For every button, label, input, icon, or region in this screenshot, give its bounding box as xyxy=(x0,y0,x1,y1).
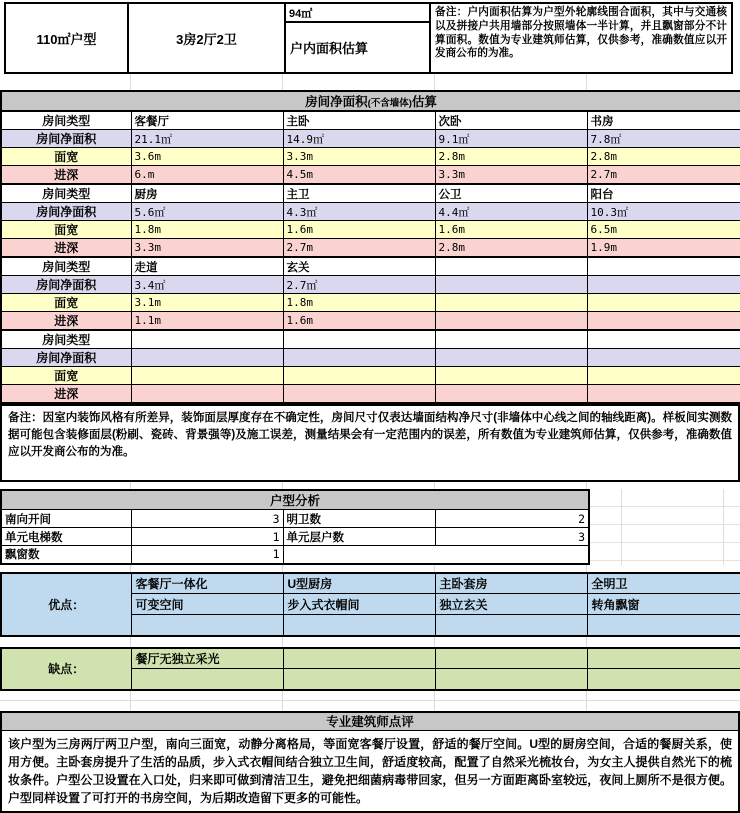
depth-cell: 2.7m xyxy=(587,166,740,185)
analysis-label: 飘窗数 xyxy=(1,546,131,564)
width-cell xyxy=(587,294,740,312)
row-label: 面宽 xyxy=(1,148,131,166)
depth-cell xyxy=(435,312,587,331)
area-cell xyxy=(131,349,283,367)
row-label: 房间净面积 xyxy=(1,349,131,367)
area-cell xyxy=(587,349,740,367)
cons-item xyxy=(587,648,740,669)
room-type-cell xyxy=(283,330,435,349)
row-label: 房间类型 xyxy=(1,111,131,130)
measurement-note: 备注：因室内装饰风格有所差异，装饰面层厚度存在不确定性，房间尺寸仅表达墙面结构净尺寸(非墙体中心线之间的轴线距离)。样板间实测数据可能包含装修面层(粉刷、瓷砖、背景强等)及施工误差，测量结果会有一定范围内的误差，所有数值为专业建筑师估算，仅供参考，准确数值应以开发商公布的为准。 xyxy=(0,404,740,482)
width-cell xyxy=(435,294,587,312)
pros-item: 步入式衣帽间 xyxy=(283,594,435,615)
depth-cell: 2.7m xyxy=(283,239,435,258)
width-cell xyxy=(283,367,435,385)
analysis-row xyxy=(1,510,589,528)
room-type-cell: 阳台 xyxy=(587,184,740,203)
pros-item xyxy=(587,615,740,636)
room-type-cell xyxy=(131,330,283,349)
review-title: 专业建筑师点评 xyxy=(2,713,738,731)
analysis-value: 3 xyxy=(435,528,589,546)
layout-analysis-table xyxy=(0,489,590,565)
unit-size-text: 110㎡户型 xyxy=(37,29,97,48)
table-title-row xyxy=(1,91,740,111)
depth-cell xyxy=(283,385,435,404)
depth-cell: 1.6m xyxy=(283,312,435,331)
cons-item xyxy=(587,669,740,690)
cons-item xyxy=(283,648,435,669)
row-label: 房间类型 xyxy=(1,257,131,276)
cons-item: 餐厅无独立采光 xyxy=(131,648,283,669)
room-type-cell xyxy=(435,257,587,276)
room-type-cell: 主卫 xyxy=(283,184,435,203)
width-cell: 6.5m xyxy=(587,221,740,239)
gridline-gap xyxy=(0,74,740,90)
depth-cell xyxy=(131,385,283,404)
room-type-cell xyxy=(435,330,587,349)
room-depth-row xyxy=(1,385,740,404)
room-type-cell: 走道 xyxy=(131,257,283,276)
table-title xyxy=(1,91,740,111)
room-area-row xyxy=(1,130,740,148)
row-label: 进深 xyxy=(1,385,131,404)
width-cell: 1.8m xyxy=(131,221,283,239)
room-area-row xyxy=(1,203,740,221)
room-area-row xyxy=(1,276,740,294)
depth-cell: 4.5m xyxy=(283,166,435,185)
title-small: (不含墙体) xyxy=(368,98,412,109)
room-depth-row xyxy=(1,312,740,331)
cons-table xyxy=(0,647,740,691)
room-area-table xyxy=(0,90,740,404)
room-type-row xyxy=(1,111,740,130)
gridline-gap xyxy=(0,637,740,647)
analysis-title: 户型分析 xyxy=(1,490,589,510)
analysis-label: 明卫数 xyxy=(283,510,435,528)
title-tail: 估算 xyxy=(412,95,437,109)
width-cell xyxy=(435,367,587,385)
room-type-cell: 主卧 xyxy=(283,111,435,130)
area-cell: 2.7㎡ xyxy=(283,276,435,294)
cons-label: 缺点： xyxy=(1,648,131,690)
room-type-cell xyxy=(587,257,740,276)
pros-item: 可变空间 xyxy=(131,594,283,615)
analysis-label: 单元层户数 xyxy=(283,528,435,546)
width-cell: 3.3m xyxy=(283,148,435,166)
area-cell: 14.9㎡ xyxy=(283,130,435,148)
room-width-row xyxy=(1,294,740,312)
room-width-row xyxy=(1,148,740,166)
depth-cell xyxy=(587,312,740,331)
unit-layout-cell xyxy=(127,2,286,74)
room-type-cell: 客餐厅 xyxy=(131,111,283,130)
pros-item: 客餐厅一体化 xyxy=(131,573,283,594)
cons-item xyxy=(131,669,283,690)
row-label: 房间净面积 xyxy=(1,130,131,148)
title-main: 房间净面积 xyxy=(305,95,368,109)
area-cell: 9.1㎡ xyxy=(435,130,587,148)
pros-item: 全明卫 xyxy=(587,573,740,594)
area-cell: 21.1㎡ xyxy=(131,130,283,148)
area-cell: 7.8㎡ xyxy=(587,130,740,148)
top-header xyxy=(4,2,735,74)
room-width-row xyxy=(1,221,740,239)
depth-cell xyxy=(587,385,740,404)
width-cell xyxy=(131,367,283,385)
analysis-title-row xyxy=(1,490,589,510)
row-label: 面宽 xyxy=(1,221,131,239)
room-type-row xyxy=(1,257,740,276)
width-cell: 3.1m xyxy=(131,294,283,312)
empty-cell xyxy=(435,546,589,564)
gridline-gap xyxy=(0,565,740,572)
row-label: 面宽 xyxy=(1,294,131,312)
pros-item: 主卧套房 xyxy=(435,573,587,594)
depth-cell: 1.1m xyxy=(131,312,283,331)
gridline-spacer xyxy=(590,489,740,565)
row-label: 进深 xyxy=(1,312,131,331)
area-estimate-cell xyxy=(284,2,431,74)
row-label: 房间净面积 xyxy=(1,203,131,221)
room-type-row xyxy=(1,184,740,203)
cons-item xyxy=(283,669,435,690)
area-cell: 5.6㎡ xyxy=(131,203,283,221)
unit-size-cell xyxy=(4,2,129,74)
pros-item xyxy=(435,615,587,636)
row-label: 面宽 xyxy=(1,367,131,385)
analysis-label: 单元电梯数 xyxy=(1,528,131,546)
pros-item xyxy=(283,615,435,636)
gridline-gap xyxy=(0,691,740,711)
room-depth-row xyxy=(1,166,740,185)
area-cell: 10.3㎡ xyxy=(587,203,740,221)
empty-cell xyxy=(283,546,435,564)
unit-layout-text: 3房2厅2卫 xyxy=(176,29,237,48)
area-cell: 4.4㎡ xyxy=(435,203,587,221)
analysis-row xyxy=(1,546,589,564)
cons-row xyxy=(1,648,740,669)
row-label: 进深 xyxy=(1,166,131,185)
depth-cell: 3.3m xyxy=(435,166,587,185)
width-cell: 1.6m xyxy=(283,221,435,239)
row-label: 进深 xyxy=(1,239,131,258)
pros-table xyxy=(0,572,740,637)
analysis-value: 2 xyxy=(435,510,589,528)
area-label: 户内面积估算 xyxy=(286,23,429,72)
depth-cell xyxy=(435,385,587,404)
area-cell: 3.4㎡ xyxy=(131,276,283,294)
depth-cell: 2.8m xyxy=(435,239,587,258)
room-type-cell: 厨房 xyxy=(131,184,283,203)
review-body: 该户型为三房两厅两卫户型，南向三面宽，动静分离格局，等面宽客餐厅设置，舒适的餐厅空间。U型的厨房空间，合适的餐厨关系，使用方便。主卧套房提升了生活的品质，步入式衣帽间结合独立卫生间，舒适度较高，配置了自然采光梳妆台，为女主人提供自然光下的梳妆条件。户型公卫设置在入口处，归来即可做到清洁卫生，避免把细菌病毒带回家，但另一方面距离卧室较远，夜间上厕所不是很方便。户型同样设置了可打开的书房空间，为后期改造留下更多的可能性。 xyxy=(2,731,738,812)
area-cell: 4.3㎡ xyxy=(283,203,435,221)
pros-item: 转角飘窗 xyxy=(587,594,740,615)
analysis-label: 南向开间 xyxy=(1,510,131,528)
area-value: 94㎡ xyxy=(286,4,429,23)
pros-item: 独立玄关 xyxy=(435,594,587,615)
room-area-row xyxy=(1,349,740,367)
cons-item xyxy=(435,648,587,669)
room-type-row xyxy=(1,330,740,349)
pros-item xyxy=(131,615,283,636)
analysis-row xyxy=(1,528,589,546)
room-type-cell: 玄关 xyxy=(283,257,435,276)
room-depth-row xyxy=(1,239,740,258)
analysis-value: 1 xyxy=(131,528,283,546)
room-width-row xyxy=(1,367,740,385)
gridline-gap xyxy=(0,482,740,489)
row-label: 房间净面积 xyxy=(1,276,131,294)
header-note: 备注：户内面积估算为户型外轮廓线围合面积，其中与交通核以及拼接户共用墙部分按照墙体一半计算，并且飘窗部分不计算面积。数值为专业建筑师估算，仅供参考，准确数值应以开发商公布的为准。 xyxy=(429,2,733,74)
room-type-cell: 次卧 xyxy=(435,111,587,130)
width-cell xyxy=(587,367,740,385)
row-label: 房间类型 xyxy=(1,330,131,349)
depth-cell: 3.3m xyxy=(131,239,283,258)
analysis-value: 3 xyxy=(131,510,283,528)
review-section xyxy=(0,711,740,813)
row-label: 房间类型 xyxy=(1,184,131,203)
room-type-cell: 公卫 xyxy=(435,184,587,203)
width-cell: 3.6m xyxy=(131,148,283,166)
area-cell xyxy=(435,349,587,367)
room-type-cell: 书房 xyxy=(587,111,740,130)
analysis-value: 1 xyxy=(131,546,283,564)
width-cell: 1.8m xyxy=(283,294,435,312)
pros-item: U型厨房 xyxy=(283,573,435,594)
pros-row xyxy=(1,573,740,594)
room-type-cell xyxy=(587,330,740,349)
width-cell: 2.8m xyxy=(587,148,740,166)
analysis-block xyxy=(0,489,740,565)
depth-cell: 1.9m xyxy=(587,239,740,258)
area-cell xyxy=(435,276,587,294)
cons-item xyxy=(435,669,587,690)
pros-label: 优点： xyxy=(1,573,131,636)
width-cell: 1.6m xyxy=(435,221,587,239)
width-cell: 2.8m xyxy=(435,148,587,166)
area-cell xyxy=(587,276,740,294)
depth-cell: 6.m xyxy=(131,166,283,185)
area-cell xyxy=(283,349,435,367)
